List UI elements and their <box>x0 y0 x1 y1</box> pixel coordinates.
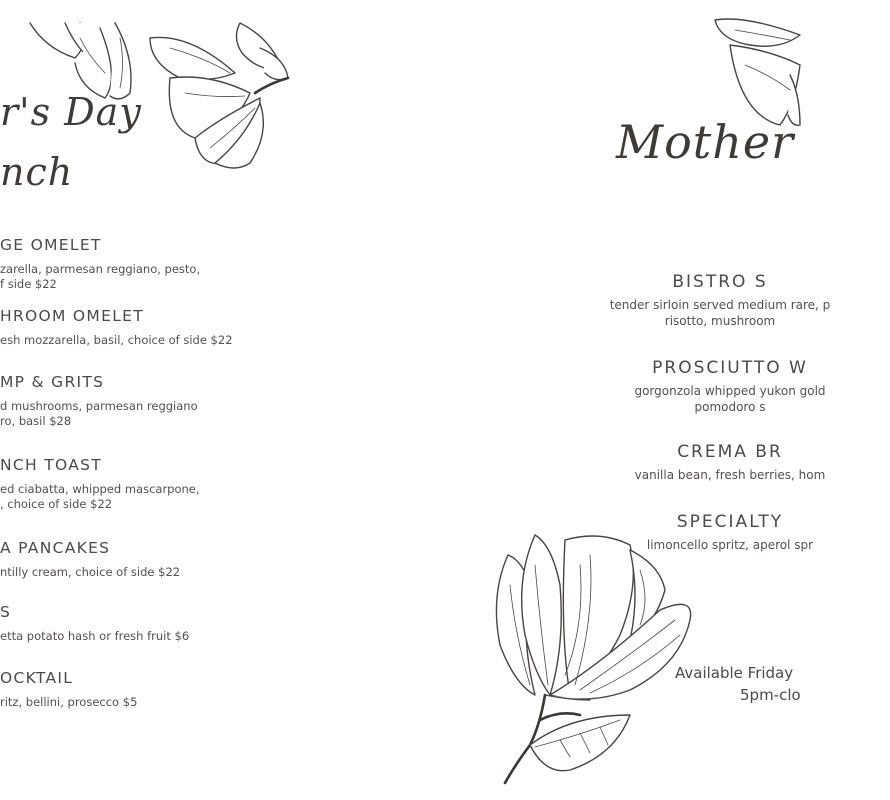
menu-item-desc: limoncello spritz, aperol spr <box>646 538 814 552</box>
menu-item-name: NCH TOAST <box>0 456 103 474</box>
menu-item-desc: esh mozzarella, basil, choice of side $22 <box>0 333 233 347</box>
menu-item <box>560 270 880 329</box>
menu-item-name: MP & GRITS <box>0 373 105 391</box>
menu-item-desc: f side $22 <box>0 277 57 291</box>
right-menu-page <box>420 0 831 800</box>
menu-item-name: S <box>0 603 12 621</box>
menu-item-desc: ritz, bellini, prosecco $5 <box>0 695 138 709</box>
menu-item-name: GE OMELET <box>0 236 102 254</box>
menu-item-desc: ed ciabatta, whipped mascarpone, <box>0 482 200 496</box>
menu-item-name: BISTRO S <box>672 272 768 292</box>
menu-item-name: HROOM OMELET <box>0 307 144 325</box>
menu-item-name: CREMA BR <box>677 442 783 462</box>
menu-item <box>570 356 890 415</box>
menu-title-line-2: nch <box>0 150 74 194</box>
menu-item-desc: ntilly cream, choice of side $22 <box>0 565 181 579</box>
menu-item-desc: zarella, parmesan reggiano, pesto, <box>0 262 201 276</box>
availability-line-1: Available Friday <box>675 664 794 682</box>
availability-line-2: 5pm-clo <box>740 686 801 704</box>
menu-item-desc: tender sirloin served medium rare, p <box>609 298 831 312</box>
menu-title-line-1: r's Day <box>0 90 142 134</box>
menu-item-desc: etta potato hash or fresh fruit $6 <box>0 629 190 643</box>
menu-item-desc: vanilla bean, fresh berries, hom <box>634 468 826 482</box>
menu-item-desc: , choice of side $22 <box>0 497 113 511</box>
menu-item-desc: risotto, mushroom <box>664 314 776 328</box>
left-menu-page <box>0 0 420 800</box>
menu-item-name: A PANCAKES <box>0 539 111 557</box>
menu-item-name: SPECIALTY <box>676 512 784 532</box>
menu-title: Mother <box>616 115 795 169</box>
menu-item-name: PROSCIUTTO W <box>652 358 808 378</box>
magnolia-branch-icon <box>490 525 705 785</box>
menu-item-desc: gorgonzola whipped yukon gold <box>634 384 826 398</box>
menu-item-desc: pomodoro s <box>694 400 766 414</box>
menu-item-desc: d mushrooms, parmesan reggiano <box>0 399 198 413</box>
menu-item-desc: ro, basil $28 <box>0 414 72 428</box>
menu-item-name: OCKTAIL <box>0 669 74 687</box>
menu-item <box>570 440 890 483</box>
